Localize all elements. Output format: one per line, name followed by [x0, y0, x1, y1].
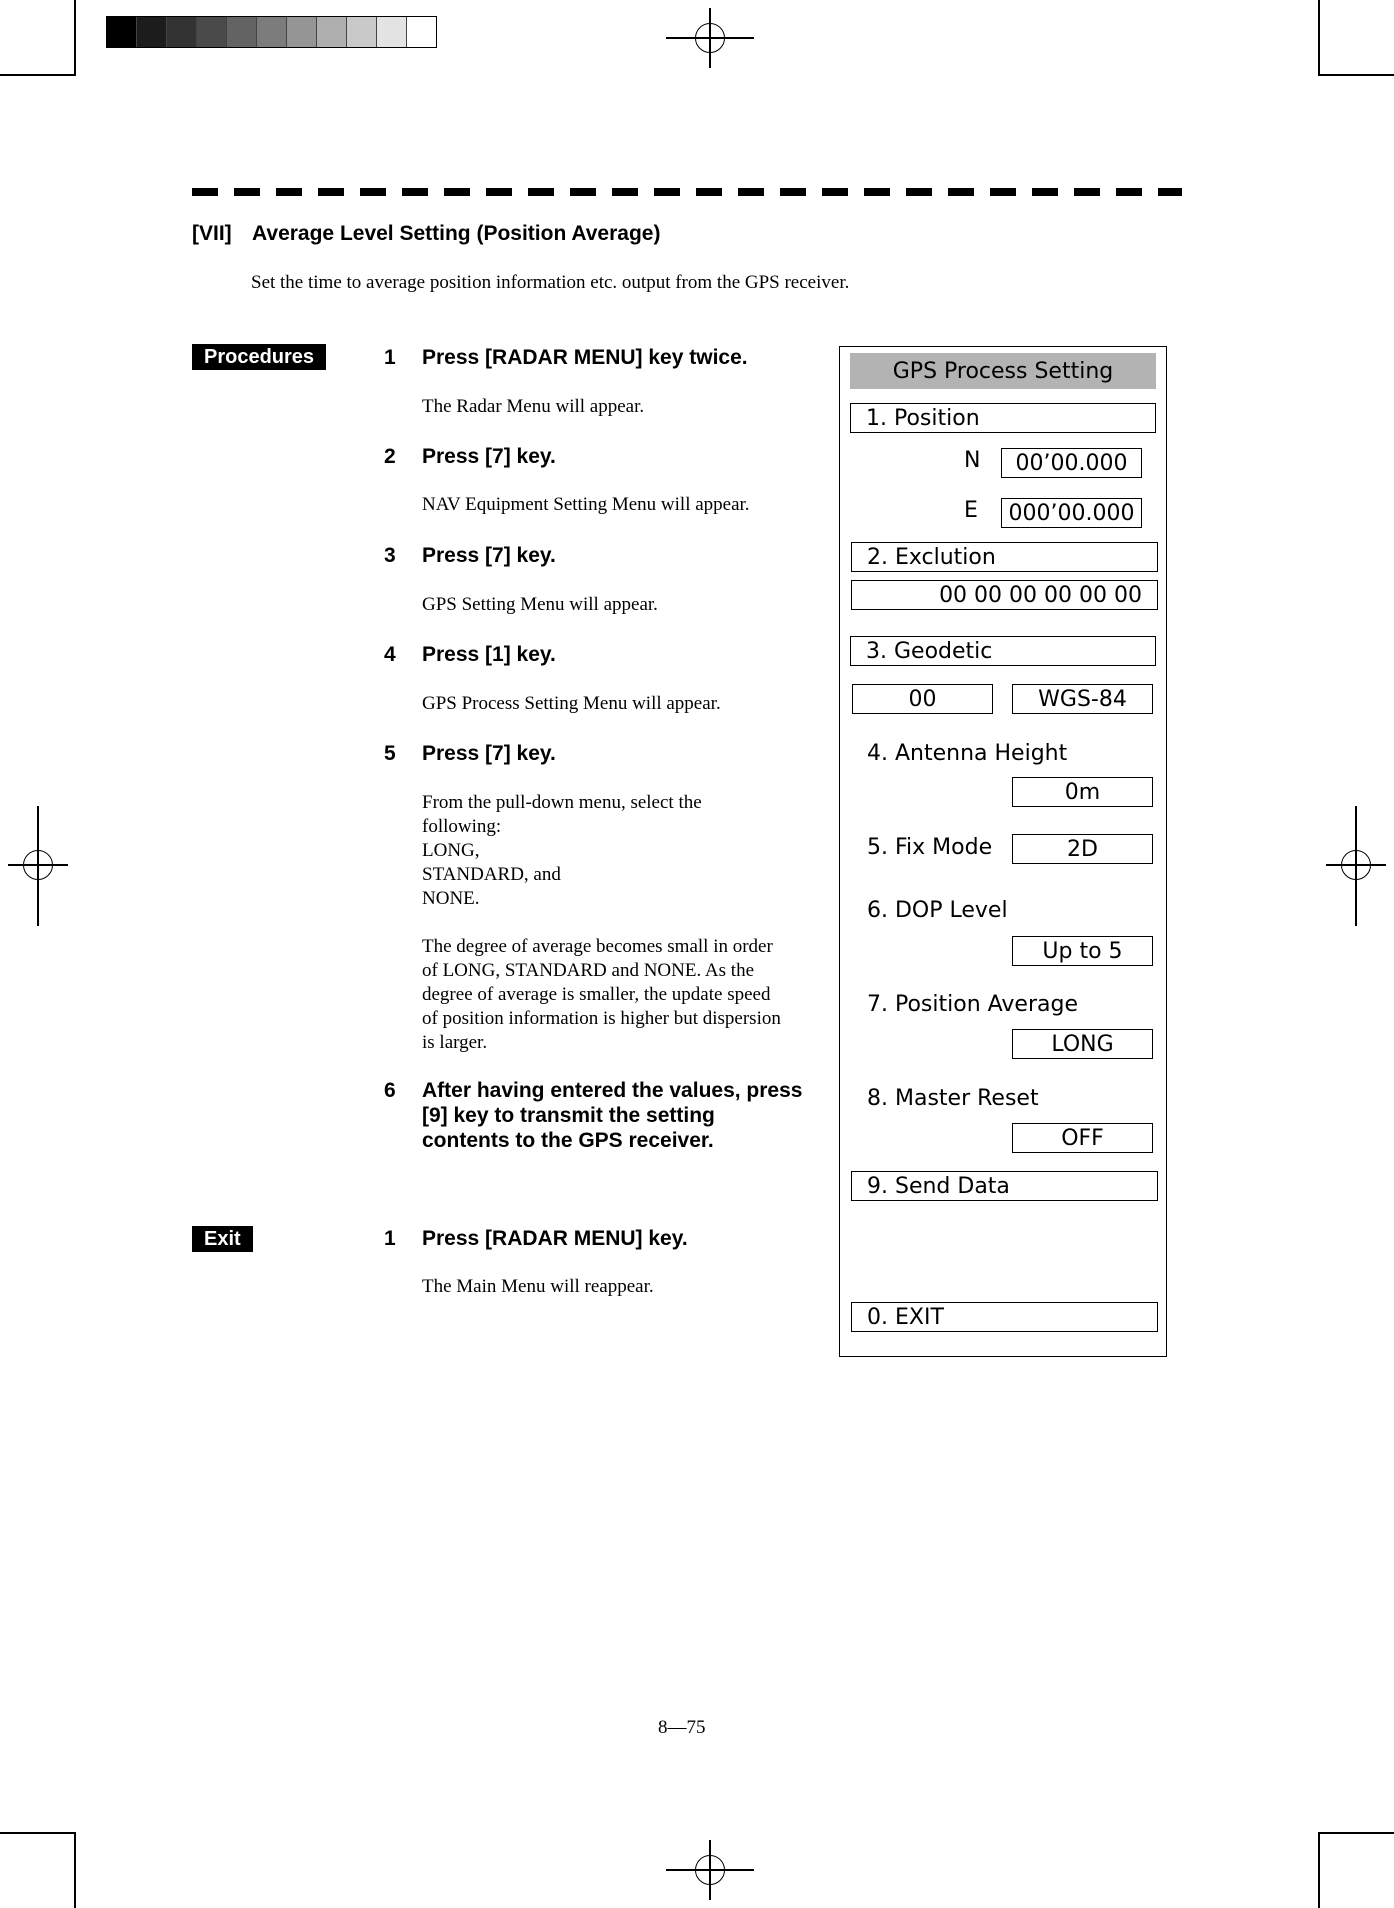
section-number: [VII] — [192, 222, 232, 245]
step-heading-line: After having entered the values, press — [422, 1079, 803, 1102]
step-heading: Press [RADAR MENU] key twice. — [422, 346, 748, 369]
longitude-label: E — [964, 498, 978, 523]
step-body-line: of position information is higher but dispersion — [422, 1008, 781, 1029]
crop-mark — [1318, 1832, 1320, 1908]
exclution-menu-item[interactable]: 2. Exclution — [851, 542, 1158, 572]
master-reset-field[interactable]: OFF — [1012, 1123, 1153, 1153]
step-heading: Press [7] key. — [422, 742, 556, 765]
antenna-height-field[interactable]: 0m — [1012, 777, 1153, 807]
step-body-line: The degree of average becomes small in order — [422, 936, 773, 957]
step-body-line: LONG, — [422, 840, 480, 861]
step-body: NAV Equipment Setting Menu will appear. — [422, 494, 750, 515]
step-body: The Radar Menu will appear. — [422, 396, 645, 417]
grayscale-step — [197, 17, 227, 47]
latitude-label: N — [964, 448, 981, 473]
longitude-field[interactable]: 000’00.000 — [1001, 498, 1142, 528]
section-title: Average Level Setting (Position Average) — [252, 222, 661, 245]
grayscale-step — [257, 17, 287, 47]
step-body: GPS Setting Menu will appear. — [422, 594, 658, 615]
page-number: 8—75 — [658, 1717, 706, 1738]
step-body-line: degree of average is smaller, the update speed — [422, 984, 771, 1005]
grayscale-step — [287, 17, 317, 47]
exclution-field[interactable]: 00 00 00 00 00 00 — [851, 580, 1158, 610]
grayscale-strip — [106, 16, 437, 48]
grayscale-step — [317, 17, 347, 47]
crop-mark — [1318, 0, 1320, 76]
crop-mark — [1318, 74, 1394, 76]
step-body-line: following: — [422, 816, 502, 837]
step-number: 1 — [384, 1227, 396, 1250]
crop-mark — [0, 1832, 76, 1834]
exit-button[interactable]: 0. EXIT — [851, 1302, 1158, 1332]
dashed-rule — [192, 188, 1182, 196]
step-heading: Press [7] key. — [422, 445, 556, 468]
panel-title: GPS Process Setting — [850, 353, 1156, 389]
step-number: 5 — [384, 742, 396, 765]
geodetic-code-field[interactable]: 00 — [852, 684, 993, 714]
grayscale-step — [347, 17, 377, 47]
step-number: 3 — [384, 544, 396, 567]
step-number: 2 — [384, 445, 396, 468]
step-body-line: STANDARD, and — [422, 864, 561, 885]
position-menu-item[interactable]: 1. Position — [850, 403, 1156, 433]
grayscale-step — [377, 17, 407, 47]
grayscale-step — [407, 17, 436, 47]
step-heading: Press [1] key. — [422, 643, 556, 666]
step-number: 4 — [384, 643, 396, 666]
antenna-height-label: 4. Antenna Height — [867, 741, 1068, 766]
step-body: The Main Menu will reappear. — [422, 1276, 654, 1297]
section-heading — [192, 222, 660, 246]
step-body-line: From the pull-down menu, select the — [422, 792, 702, 813]
position-average-field[interactable]: LONG — [1012, 1029, 1153, 1059]
grayscale-step — [227, 17, 257, 47]
section-intro: Set the time to average position information etc. output from the GPS receiver. — [251, 272, 850, 293]
master-reset-label: 8. Master Reset — [867, 1086, 1039, 1111]
dop-level-label: 6. DOP Level — [867, 898, 1008, 923]
dop-level-field[interactable]: Up to 5 — [1012, 936, 1153, 966]
latitude-field[interactable]: 00’00.000 — [1001, 448, 1142, 478]
step-body — [422, 935, 781, 1055]
procedures-label: Procedures — [192, 344, 326, 370]
step-body: GPS Process Setting Menu will appear. — [422, 693, 721, 714]
step-body — [422, 791, 702, 911]
crop-mark — [0, 74, 76, 76]
step-heading — [422, 1078, 802, 1153]
registration-mark — [666, 1840, 754, 1900]
fix-mode-label: 5. Fix Mode — [867, 835, 993, 860]
step-heading: Press [RADAR MENU] key. — [422, 1227, 688, 1250]
crop-mark — [74, 1832, 76, 1908]
grayscale-step — [167, 17, 197, 47]
grayscale-step — [137, 17, 167, 47]
geodetic-datum-field[interactable]: WGS-84 — [1012, 684, 1153, 714]
geodetic-menu-item[interactable]: 3. Geodetic — [850, 636, 1156, 666]
step-body-line: is larger. — [422, 1032, 488, 1053]
grayscale-step — [107, 17, 137, 47]
crop-mark — [1318, 1832, 1394, 1834]
step-body-line: of LONG, STANDARD and NONE. As the — [422, 960, 755, 981]
registration-mark — [666, 8, 754, 68]
step-body-line: NONE. — [422, 888, 480, 909]
registration-mark — [1326, 806, 1386, 926]
step-heading: Press [7] key. — [422, 544, 556, 567]
crop-mark — [74, 0, 76, 76]
send-data-button[interactable]: 9. Send Data — [851, 1171, 1158, 1201]
step-number: 6 — [384, 1079, 396, 1102]
position-average-label: 7. Position Average — [867, 992, 1078, 1017]
step-heading-line: [9] key to transmit the setting — [422, 1104, 715, 1127]
step-number: 1 — [384, 346, 396, 369]
step-heading-line: contents to the GPS receiver. — [422, 1129, 714, 1152]
registration-mark — [8, 806, 68, 926]
fix-mode-field[interactable]: 2D — [1012, 834, 1153, 864]
exit-label: Exit — [192, 1226, 253, 1252]
